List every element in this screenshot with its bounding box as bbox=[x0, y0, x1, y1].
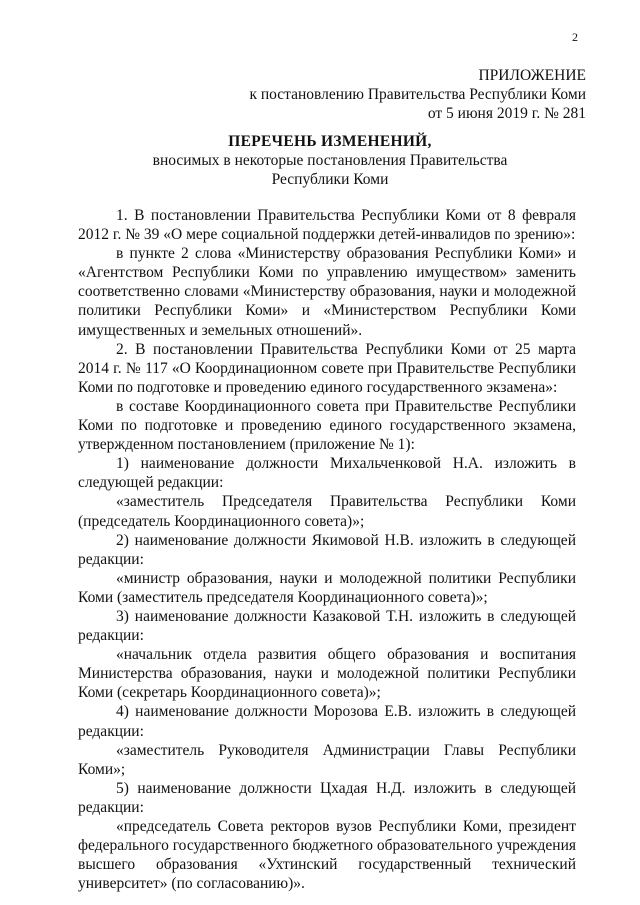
title-main: ПЕРЕЧЕНЬ ИЗМЕНЕНИЙ, bbox=[228, 133, 432, 150]
paragraph: в составе Координационного совета при Правительстве Республики Коми по подготовке и проведению единого государственного экзамена, утвержденном постановлением (приложение № 1): bbox=[78, 397, 576, 454]
paragraph: 4) наименование должности Морозова Е.В. изложить в следующей редакции: bbox=[78, 703, 576, 740]
document-title bbox=[80, 132, 580, 189]
appendix-label: ПРИЛОЖЕНИЕ bbox=[478, 67, 586, 84]
paragraph: «начальник отдела развития общего образования и воспитания Министерства образования, науки и молодежной политики Республики Коми (секретарь Координационного совета)»; bbox=[78, 646, 576, 702]
paragraph: 1. В постановлении Правительства Республики Коми от 8 февраля 2012 г. № 39 «О мере социальной поддержки детей-инвалидов по зрению»: bbox=[78, 207, 576, 244]
appendix-date-number: от 5 июня 2019 г. № 281 bbox=[427, 105, 586, 122]
paragraph: «заместитель Председателя Правительства Республики Коми (председатель Координационного совета)»; bbox=[78, 493, 576, 530]
paragraph: «министр образования, науки и молодежной политики Республики Коми (заместитель председателя Координационного совета)»; bbox=[78, 569, 576, 606]
paragraph: 2) наименование должности Якимовой Н.В. изложить в следующей редакции: bbox=[78, 531, 576, 568]
title-subtitle-line1: вносимых в некоторые постановления Правительства bbox=[152, 152, 508, 169]
paragraph: в пункте 2 слова «Министерству образования Республики Коми» и «Агентством Республики Коми по управлению имуществом» заменить соответственно словами «Министерству образования, науки и молодежной политики Республики Коми» и «Министерством Республики Коми имущественных и земельных отношений». bbox=[78, 245, 576, 339]
paragraph: 1) наименование должности Михальченковой Н.А. изложить в следующей редакции: bbox=[78, 455, 576, 492]
page-number: 2 bbox=[572, 30, 578, 44]
document-body bbox=[78, 206, 576, 893]
paragraph: 2. В постановлении Правительства Республики Коми от 25 марта 2014 г. № 117 «О Координационном совете при Правительстве Республики Коми по подготовке и проведению единого государственного экзамена»: bbox=[78, 340, 576, 396]
title-subtitle-line2: Республики Коми bbox=[271, 171, 389, 188]
paragraph: 3) наименование должности Казаковой Т.Н. изложить в следующей редакции: bbox=[78, 607, 576, 645]
appendix-resolution-ref: к постановлению Правительства Республики Коми bbox=[249, 86, 586, 103]
paragraph: «председатель Совета ректоров вузов Республики Коми, президент федерального государственного бюджетного образовательного учреждения высшего образования «Ухтинский государственный технический университет» (по согласованию)». bbox=[78, 818, 576, 893]
paragraph: «заместитель Руководителя Администрации Главы Республики Коми»; bbox=[78, 741, 576, 778]
appendix-header bbox=[249, 66, 586, 123]
paragraph: 5) наименование должности Цхадая Н.Д. изложить в следующей редакции: bbox=[78, 779, 576, 816]
